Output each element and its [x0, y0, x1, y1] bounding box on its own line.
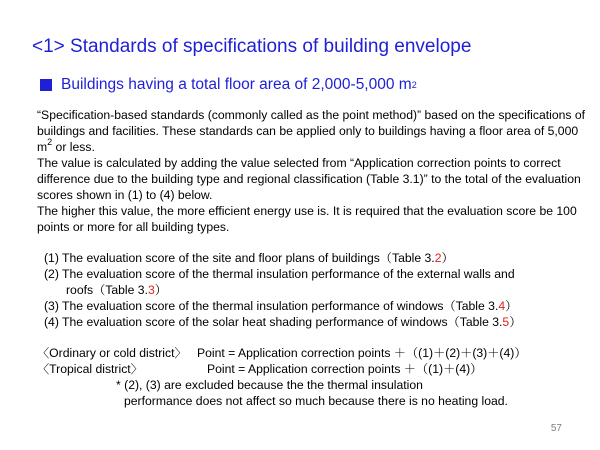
formula-row-ordinary — [37, 345, 577, 361]
list-item-text: (4) The evaluation score of the solar heat shading performance of windows（Table 3. — [44, 315, 503, 329]
formula-value: Point = Application correction points ＋（(1)＋(4)） — [207, 362, 483, 376]
list-item — [44, 298, 584, 314]
table-number: 5 — [502, 315, 510, 329]
list-item-text: (1) The evaluation score of the site and floor plans of buildings（Table 3. — [44, 251, 435, 265]
intro-sentence-2: The value is calculated by adding the value selected from “Application correction points to correct difference due to the building type and regional classification (Table 3.1)” to the total of the evaluation scores shown in (1) to (4) below. — [37, 156, 581, 202]
subtitle-text: Buildings having a total floor area of 2,000-5,000 m — [61, 76, 412, 93]
slide-title: <1> Standards of specifications of building envelope — [32, 36, 472, 57]
list-item-close: ） — [441, 251, 454, 265]
footnote-line-1: * (2), (3) are excluded because the the thermal insulation — [116, 378, 423, 392]
list-item-text: (2) The evaluation score of the thermal insulation performance of the external walls and — [44, 267, 515, 281]
intro-text-b: or less. — [52, 140, 95, 154]
list-item-continuation — [44, 282, 584, 298]
slide-subtitle: Buildings having a total floor area of 2,000-5,000 m 2 — [40, 76, 417, 94]
intro-sentence-3: The higher this value, the more efficient energy use is. It is required that the evaluation score be 100 points or more for all building types. — [37, 204, 577, 234]
square-bullet-icon — [40, 79, 52, 91]
list-item-text: (3) The evaluation score of the thermal insulation performance of windows（Table 3. — [44, 299, 499, 313]
intro-text-a: “Specification-based standards (commonly called as the point method)” based on the specifications of buildings and facilities. These standards can be applied only to buildings having a floor area of 5,000 m — [37, 108, 586, 154]
intro-paragraph — [37, 107, 592, 235]
list-item-close: ） — [505, 299, 518, 313]
list-item-close: ） — [509, 315, 522, 329]
list-item-cont-text: roofs（Table 3. — [66, 283, 148, 297]
page-number: 57 — [550, 423, 562, 434]
footnote — [116, 377, 508, 409]
table-number: 2 — [434, 251, 442, 265]
table-number: 3 — [147, 283, 155, 297]
formula-block — [37, 345, 577, 377]
formula-row-tropical — [37, 361, 577, 377]
intro-sentence-1 — [37, 107, 592, 155]
evaluation-list — [44, 250, 584, 330]
formula-label: 〈Tropical district〉 — [37, 362, 143, 376]
list-item — [44, 314, 584, 330]
list-item — [44, 266, 584, 298]
formula-label: 〈Ordinary or cold district〉 — [37, 346, 187, 360]
table-number: 4 — [498, 299, 506, 313]
formula-value: Point = Application correction points ＋（(1)＋(2)＋(3)＋(4)） — [197, 346, 527, 360]
list-item-close: ） — [154, 283, 167, 297]
footnote-line-2: performance does not affect so much because there is no heating load. — [124, 394, 508, 408]
intro-superscript: 2 — [47, 137, 53, 147]
list-item — [44, 250, 584, 266]
